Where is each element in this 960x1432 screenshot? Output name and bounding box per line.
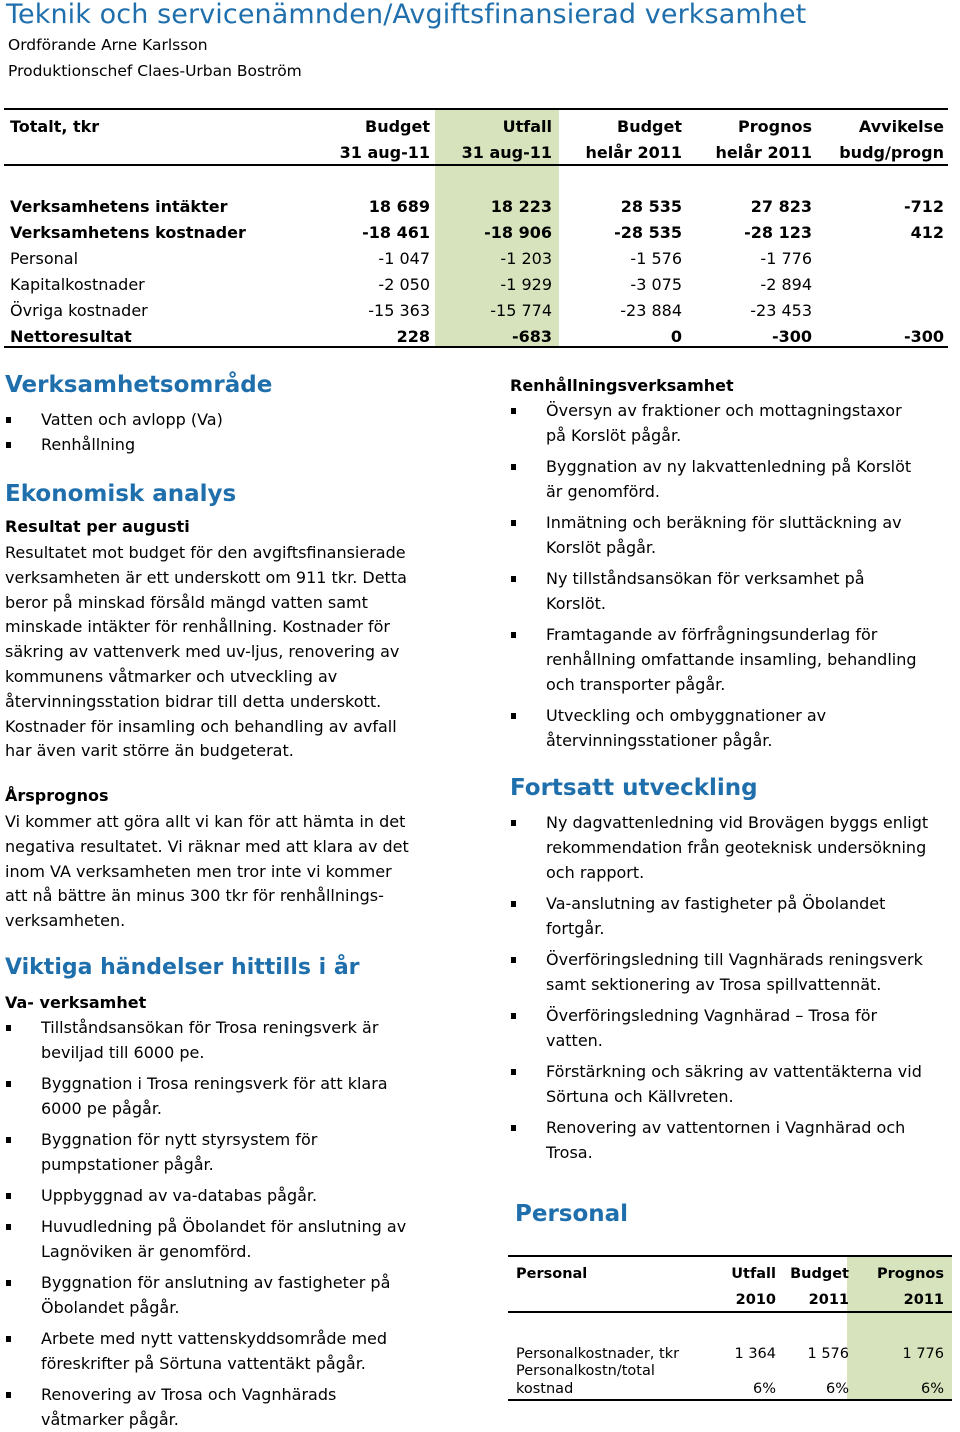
row-label: Nettoresultat xyxy=(10,327,132,346)
cell: 6% xyxy=(825,1381,849,1397)
cell: -28 123 xyxy=(744,223,812,242)
verksamhet-heading: Verksamhetsområde xyxy=(5,372,273,398)
header-cell: Prognos xyxy=(738,117,812,136)
text-line: negativa resultatet. Vi räknar med att klara av det xyxy=(5,836,409,856)
header-cell: Totalt, tkr xyxy=(10,117,100,136)
cell: -3 075 xyxy=(630,275,682,294)
header-cell: helår 2011 xyxy=(585,143,682,162)
text-line: beror på minskad försåld mängd vatten samt xyxy=(5,592,368,612)
cell: -2 050 xyxy=(378,275,430,294)
renhallning-list xyxy=(509,398,954,753)
chair-line: Ordförande Arne Karlsson xyxy=(8,36,208,54)
cell: 228 xyxy=(396,327,430,346)
table-row xyxy=(4,223,948,249)
renhallning-heading: Renhållningsverksamhet xyxy=(510,376,734,395)
row-label: Personalkostnader, tkr xyxy=(516,1346,680,1362)
row-label: Verksamhetens intäkter xyxy=(10,197,228,216)
list-item: Renovering av Trosa och Vagnhärads våtmarker pågår. xyxy=(4,1382,454,1432)
list-item: Överföringsledning Vagnhärad – Trosa för vatten. xyxy=(509,1003,954,1053)
header-cell: Utfall xyxy=(731,1266,776,1282)
cell: -1 929 xyxy=(500,275,552,294)
table-header-rule xyxy=(508,1311,952,1313)
utveckling-heading: Fortsatt utveckling xyxy=(510,775,758,801)
table-header-row xyxy=(4,117,948,143)
header-cell: 2011 xyxy=(903,1292,944,1308)
text-line: återvinningsstation bidrar till detta underskott. xyxy=(5,691,382,711)
cell: -2 894 xyxy=(760,275,812,294)
cell: -15 363 xyxy=(368,301,430,320)
manager-line: Produktionschef Claes-Urban Boström xyxy=(8,62,302,80)
row-label: Kapitalkostnader xyxy=(10,275,145,294)
list-item: Inmätning och beräkning för sluttäckning av Korslöt pågår. xyxy=(509,510,954,560)
list-item: Ny dagvattenledning vid Brovägen byggs enligt rekommendation från geoteknisk undersökning och rapport. xyxy=(509,810,954,885)
cell: 6% xyxy=(752,1381,776,1397)
header-cell: 2011 xyxy=(808,1292,849,1308)
list-item: Översyn av fraktioner och mottagningstaxor på Korslöt pågår. xyxy=(509,398,954,448)
cell: -28 535 xyxy=(614,223,682,242)
table-header-row xyxy=(4,143,948,169)
list-item: Byggnation för anslutning av fastigheter på Öbolandet pågår. xyxy=(4,1270,454,1320)
text-line: säkring av vattenverk med uv-ljus, renovering av xyxy=(5,642,400,662)
list-item: Byggnation för nytt styrsystem för pumpstationer pågår. xyxy=(4,1127,454,1177)
cell: -300 xyxy=(771,327,812,346)
cell: 18 689 xyxy=(368,197,430,216)
cell: -18 906 xyxy=(484,223,552,242)
verksamhet-list xyxy=(4,407,444,457)
header-cell: Personal xyxy=(516,1266,588,1282)
cell: 18 223 xyxy=(490,197,552,216)
cell: 1 776 xyxy=(902,1346,944,1362)
header-cell: 2010 xyxy=(735,1292,776,1308)
text-line: att nå bättre än minus 300 tkr för renhållnings- xyxy=(5,886,384,906)
table-row xyxy=(4,249,948,275)
list-item: Va-anslutning av fastigheter på Öbolandet fortgår. xyxy=(509,891,954,941)
cell: 0 xyxy=(670,327,682,346)
row-label: Övriga kostnader xyxy=(10,301,148,320)
va-subheading: Va- verksamhet xyxy=(5,993,147,1012)
list-item: Arbete med nytt vattenskyddsområde med föreskrifter på Sörtuna vattentäkt pågår. xyxy=(4,1326,454,1376)
handelser-list xyxy=(4,1015,454,1432)
cell: -15 774 xyxy=(490,301,552,320)
text-line: Kostnader för insamling och behandling av avfall xyxy=(5,716,397,736)
header-cell: 31 aug-11 xyxy=(461,143,552,162)
header-cell: Utfall xyxy=(502,117,552,136)
row-label: kostnad xyxy=(516,1381,574,1397)
row-label: Verksamhetens kostnader xyxy=(10,223,246,242)
cell: 1 364 xyxy=(734,1346,776,1362)
text-line: Vi kommer att göra allt vi kan för att hämta in det xyxy=(5,812,406,831)
text-line: verksamheten är ett underskott om 911 tkr. Detta xyxy=(5,567,407,587)
list-item: Vatten och avlopp (Va) xyxy=(4,407,444,432)
list-item: Uppbyggnad av va-databas pågår. xyxy=(4,1183,454,1208)
header-cell: helår 2011 xyxy=(715,143,812,162)
text-line: inom VA verksamheten men tror inte vi kommer xyxy=(5,861,392,881)
personal-table xyxy=(508,1255,952,1401)
table-top-rule xyxy=(4,108,948,110)
table-row-total xyxy=(4,327,948,353)
text-line: har även varit större än budgeterat. xyxy=(5,741,294,761)
header-cell: Prognos xyxy=(876,1266,944,1282)
arsprognos-text xyxy=(5,810,409,934)
row-label: Personal xyxy=(10,249,79,268)
list-item: Förstärkning och säkring av vattentäkterna vid Sörtuna och Källvreten. xyxy=(509,1059,954,1109)
table-row xyxy=(4,275,948,301)
list-item: Överföringsledning till Vagnhärads reningsverk samt sektionering av Trosa spillvattennät. xyxy=(509,947,954,997)
list-item: Ny tillståndsansökan för verksamhet på Korslöt. xyxy=(509,566,954,616)
cell: 412 xyxy=(910,223,944,242)
header-cell: budg/progn xyxy=(839,143,944,162)
list-item: Renhållning xyxy=(4,432,444,457)
list-item: Renovering av vattentornen i Vagnhärad och Trosa. xyxy=(509,1115,954,1165)
utveckling-list xyxy=(509,810,954,1165)
cell: -1 047 xyxy=(378,249,430,268)
cell: 1 576 xyxy=(807,1346,849,1362)
row-label: Personalkostn/total xyxy=(516,1363,655,1379)
handelser-heading: Viktiga händelser hittills i år xyxy=(5,955,360,980)
header-cell: Budget xyxy=(617,117,682,136)
cell: -712 xyxy=(903,197,944,216)
resultat-subheading: Resultat per augusti xyxy=(5,517,190,536)
list-item: Utveckling och ombyggnationer av återvinningsstationer pågår. xyxy=(509,703,954,753)
ekonomi-heading: Ekonomisk analys xyxy=(5,481,237,507)
list-item: Huvudledning på Öbolandet för anslutning av Lagnöviken är genomförd. xyxy=(4,1214,454,1264)
header-cell: Budget xyxy=(790,1266,849,1282)
resultat-text xyxy=(5,541,407,764)
header-cell: Budget xyxy=(365,117,430,136)
table-bottom-rule xyxy=(508,1399,952,1401)
cell: -18 461 xyxy=(362,223,430,242)
arsprognos-subheading: Årsprognos xyxy=(5,786,109,805)
text-line: kommunens våtmarker och utveckling av xyxy=(5,666,338,686)
cell: -1 576 xyxy=(630,249,682,268)
text-line: minskade intäkter för renhållning. Kostnader för xyxy=(5,617,390,637)
table-top-rule xyxy=(508,1255,952,1257)
cell: -300 xyxy=(903,327,944,346)
table-row xyxy=(4,197,948,223)
cell: 27 823 xyxy=(750,197,812,216)
cell: -23 884 xyxy=(620,301,682,320)
text-line: verksamheten. xyxy=(5,911,126,931)
list-item: Framtagande av förfrågningsunderlag för renhållning omfattande insamling, behandling och transporter pågår. xyxy=(509,622,954,697)
cell: -683 xyxy=(511,327,552,346)
cell: 6% xyxy=(920,1381,944,1397)
header-cell: Avvikelse xyxy=(858,117,944,136)
personal-heading: Personal xyxy=(515,1201,629,1227)
cell: -1 203 xyxy=(500,249,552,268)
page-title: Teknik och servicenämnden/Avgiftsfinansierad verksamhet xyxy=(6,0,807,30)
cell: -1 776 xyxy=(760,249,812,268)
text-line: Resultatet mot budget för den avgiftsfinansierade xyxy=(5,543,406,562)
table-row xyxy=(4,301,948,327)
list-item: Byggnation i Trosa reningsverk för att klara 6000 pe pågår. xyxy=(4,1071,454,1121)
cell: 28 535 xyxy=(620,197,682,216)
header-cell: 31 aug-11 xyxy=(339,143,430,162)
list-item: Tillståndsansökan för Trosa reningsverk är beviljad till 6000 pe. xyxy=(4,1015,454,1065)
cell: -23 453 xyxy=(750,301,812,320)
list-item: Byggnation av ny lakvattenledning på Korslöt är genomförd. xyxy=(509,454,954,504)
